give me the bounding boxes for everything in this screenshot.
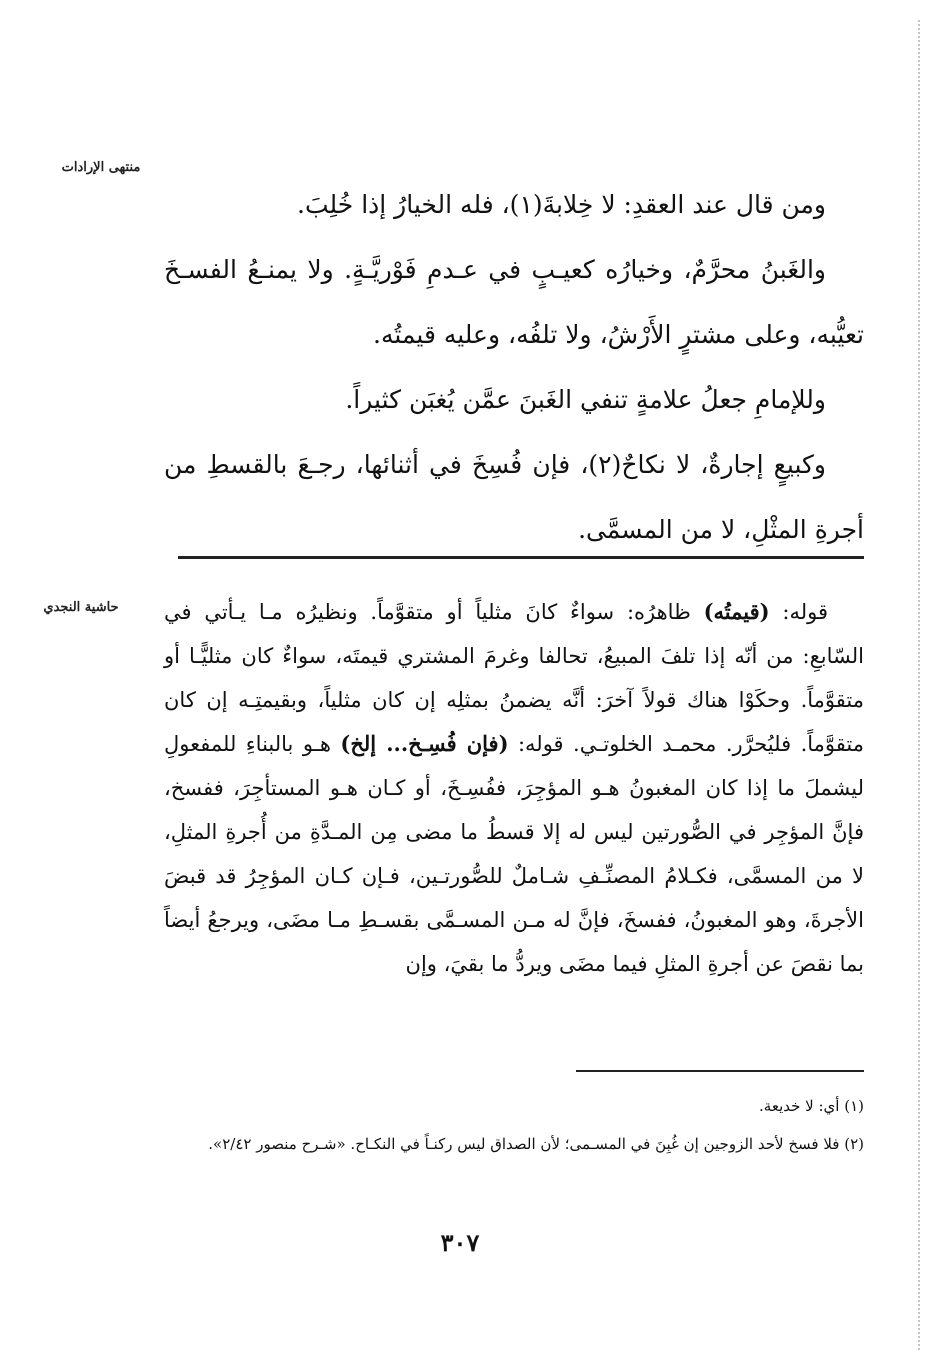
- commentary-headword: (فإن فُسِـخ... إلخ): [340, 731, 509, 756]
- footnotes: [164, 1090, 864, 1166]
- scan-edge-dots: [918, 20, 920, 1350]
- commentary-text: [164, 590, 864, 986]
- footnote: (١) أي: لا خديعة.: [759, 1097, 864, 1115]
- side-label-muntaha: منتهى الإرادات: [61, 160, 141, 175]
- footnote-divider: [576, 1070, 864, 1072]
- main-paragraph: وكبيعٍ إجارةٌ، لا نكاحٌ(٢)، فإن فُسِخَ في أثنائها، رجـعَ بالقسطِ من أجرةِ المثْلِ، لا من المسمَّى.: [164, 450, 864, 544]
- commentary-headword: (قيمتُه): [703, 599, 770, 624]
- commentary-body: ظاهرُه: سواءٌ كانَ مثلياً أو متقوَّماً. ونظيرُه مـا يـأتي في السّابعِ: من أنّه إذا تلفَ المبيعُ، تحالفا وغرمَ المشتري قيمتَه، سواءٌ كان مثليًّـا أو متقوَّماً. وحكَوْا هناك قولاً آخرَ: أنَّه يضمنُ بمثلِه إن كان مثلياً، وبقيمتِـه إن كان متقوَّماً. فليُحرَّر. محمـد الخلوتـي. قوله:: [164, 600, 864, 756]
- footnote: (٢) فلا فسخ لأحد الزوجين إن غُبِنَ في المسـمى؛ لأن الصداق ليس ركنـاً في النكـاح. «شـرح منصور ٢/٤٢».: [208, 1135, 864, 1153]
- commentary-paragraph: [164, 590, 864, 986]
- section-divider: [178, 556, 864, 559]
- main-paragraph: وللإمامِ جعلُ علامةٍ تنفي الغَبنَ عمَّن يُغبَن كثيراً.: [345, 385, 826, 414]
- main-paragraph: والغَبنُ محرَّمٌ، وخيارُه كعيـبٍ في عـدمِ فَوْريَّـةٍ. ولا يمنـعُ الفسـخَ تعيُّبه، وعلى مشترٍ الأَرْشُ، ولا تلفُه، وعليه قيمتُه.: [164, 255, 864, 349]
- commentary-body: هـو بالبناءِ للمفعولِ ليشملَ ما إذا كان المغبونُ هـو المؤجِرَ، ففُسِـخَ، أو كـان هـو المستأجِرَ، ففسخ، فإنَّ المؤجِر في الصُّورتين ليس له إلا قسطُ ما مضى مِن المـدَّةِ من أُجرةِ المثلِ، لا من المسمَّى، فكـلامُ المصنِّـفِ شـاملٌ للصُّورتـين، فـإن كـان المؤجِرُ قد قبضَ الأجرةَ، وهو المغبونُ، ففسخَ، فإنَّ له مـن المسـمَّى بقسـطِ مـا مضَى، ويرجعُ أيضاً بما نقصَ عن أجرةِ المثلِ فيما مضَى ويردُّ ما بقيَ، وإن: [164, 732, 864, 976]
- main-paragraph: ومن قال عند العقدِ: لا خِلابةَ(١)، فله الخيارُ إذا خُلِبَ.: [297, 190, 826, 219]
- page-number: ٣٠٧: [440, 1228, 480, 1257]
- main-text: [164, 172, 864, 562]
- side-label-hashiya: حاشية النجدي: [43, 600, 119, 615]
- commentary-lead: قوله:: [769, 600, 828, 624]
